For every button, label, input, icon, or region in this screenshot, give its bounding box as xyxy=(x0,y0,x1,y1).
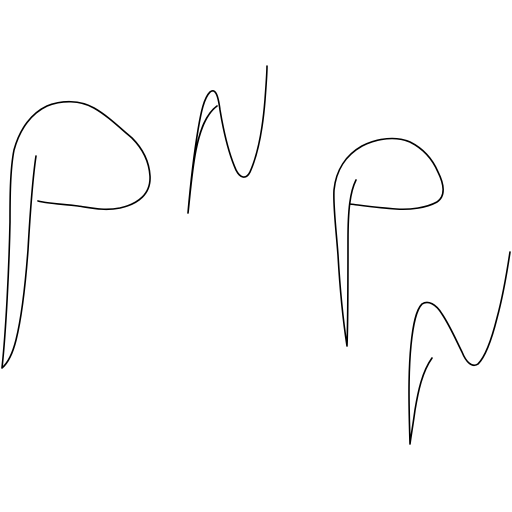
sketch-stroke-right-squiggle xyxy=(409,252,510,444)
sketch-stroke-left-loop xyxy=(2,102,150,368)
sketch-stroke-right-loop xyxy=(334,139,443,346)
sketch-stroke-left-squiggle xyxy=(188,66,267,213)
